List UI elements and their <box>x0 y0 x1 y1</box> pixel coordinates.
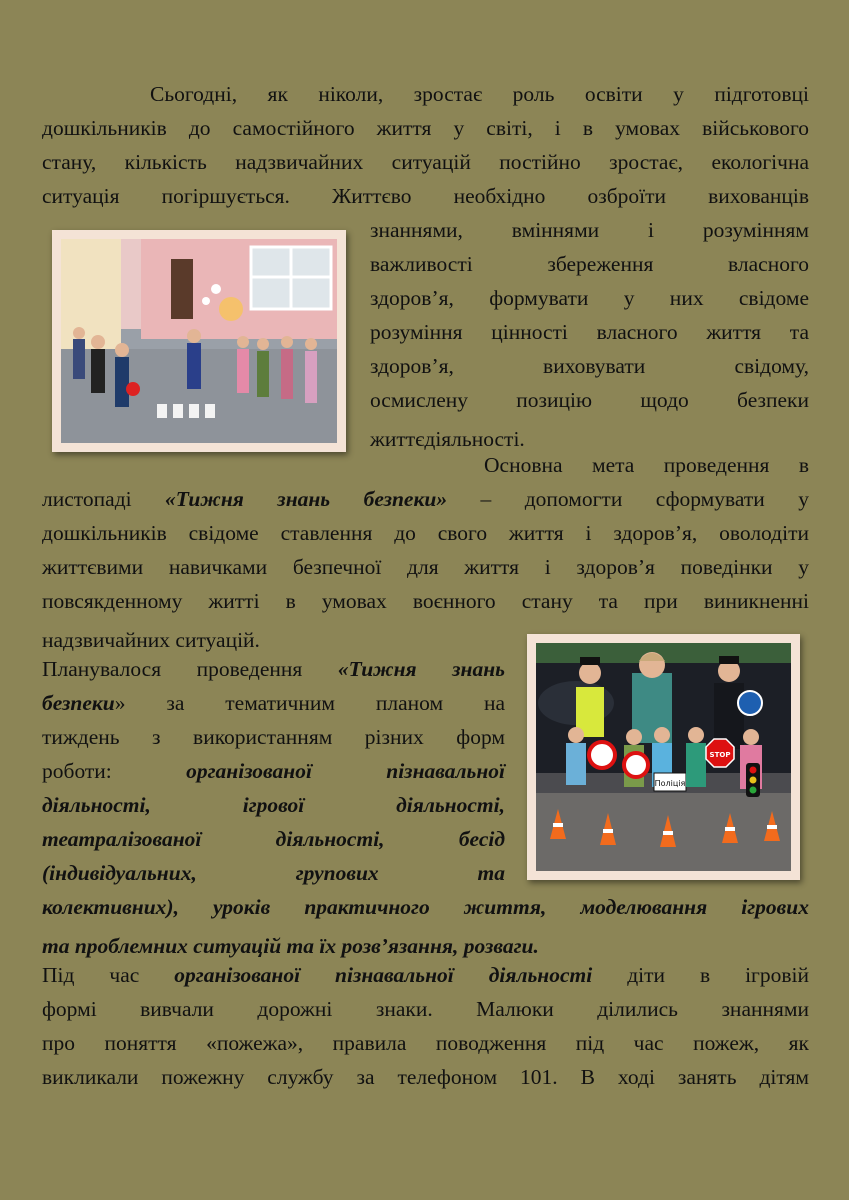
text-span: безпеки <box>42 691 115 715</box>
text-line: Основна мета проведення в <box>484 453 809 477</box>
text-span: – допомогти сформувати у <box>447 487 809 511</box>
text-line: діяльності, ігрової діяльності, <box>42 793 505 817</box>
text-line: життєвими навичками безпечної для життя і здоров’я поведінки у <box>42 555 809 579</box>
police-sign-label: Поліція <box>654 779 686 788</box>
text-span: листопаді <box>42 487 166 511</box>
photo-kindergarten-playground <box>52 230 346 452</box>
week-title: «Тижня знань безпеки» <box>165 487 448 511</box>
text-line: та проблемних ситуацій та їх розв’язання, розваги. <box>42 934 539 958</box>
text-line: театралізованої діяльності, бесід <box>42 827 505 851</box>
text-span: Планувалося проведення <box>42 657 338 681</box>
text-line: стану, кількість надзвичайних ситуацій постійно зростає, екологічна <box>42 150 809 174</box>
text-line <box>42 657 505 682</box>
text-line: повсякденному житті в умовах воєнного стану та при виникненні <box>42 589 809 613</box>
text-line: викликали пожежну службу за телефоном 101. В ході занять дітям <box>42 1065 809 1089</box>
text-span: роботи: <box>42 759 187 783</box>
text-span: «Тижня знань <box>337 657 505 681</box>
text-line: важливості збереження власного <box>370 252 809 276</box>
text-span: організованої пізнавальної діяльності <box>174 963 593 987</box>
photo-police-visit <box>527 634 800 880</box>
text-span: Під час <box>42 963 175 987</box>
text-line: знаннями, вміннями і розумінням <box>370 218 809 242</box>
text-line: надзвичайних ситуацій. <box>42 628 260 652</box>
playground-illustration <box>61 239 337 443</box>
police-visit-illustration <box>536 643 791 871</box>
text-line <box>42 759 505 784</box>
text-line: здоров’я, формувати у них свідоме <box>370 286 809 310</box>
text-line: колективних), уроків практичного життя, моделювання ігрових <box>42 895 809 919</box>
text-line: (індивідуальних, групових та <box>42 861 505 885</box>
text-line: розуміння цінності власного життя та <box>370 320 809 344</box>
text-line: про поняття «пожежа», правила поводження під час пожеж, як <box>42 1031 809 1055</box>
text-line: ситуація погіршується. Життєво необхідно озброїти вихованців <box>42 184 809 208</box>
text-line: дошкільників до самостійного життя у світі, і в умовах військового <box>42 116 809 140</box>
text-line: дошкільників свідоме ставлення до свого життя і здоров’я, оволодіти <box>42 521 809 545</box>
text-line <box>42 963 809 988</box>
text-line <box>42 487 809 512</box>
text-span: організованої пізнавальної <box>186 759 505 783</box>
text-span: діти в ігровій <box>592 963 809 987</box>
text-line: формі вивчали дорожні знаки. Малюки ділились знаннями <box>42 997 809 1021</box>
text-line: Сьогодні, як ніколи, зростає роль освіти у підготовці <box>150 82 809 106</box>
text-line: життєдіяльності. <box>370 427 525 451</box>
text-line <box>42 691 505 716</box>
text-line: тиждень з використанням різних форм <box>42 725 505 749</box>
stop-sign-label: STOP <box>709 751 731 759</box>
text-line: осмислену позицію щодо безпеки <box>370 388 809 412</box>
text-span: » за тематичним планом на <box>114 691 505 715</box>
text-line: здоров’я, виховувати свідому, <box>370 354 809 378</box>
